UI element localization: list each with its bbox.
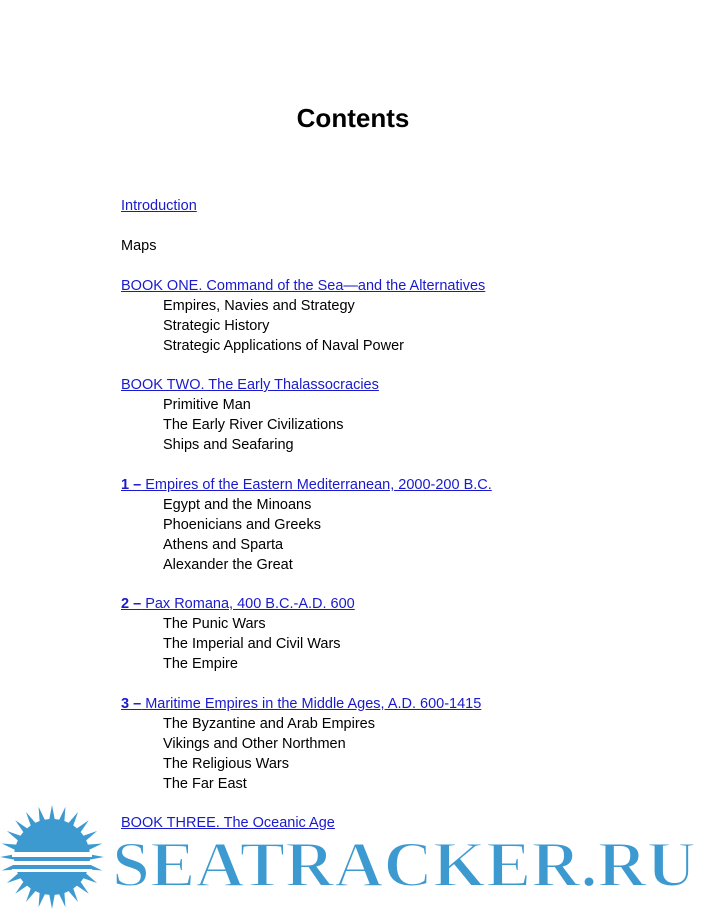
sun-ray [49, 805, 55, 821]
watermark-graphic [0, 800, 708, 912]
toc-subitem: Egypt and the Minoans [163, 497, 312, 513]
chapter-number: 2 – [121, 596, 142, 612]
toc-entry-book-one[interactable] [121, 276, 485, 296]
toc-subitem: The Imperial and Civil Wars [163, 636, 341, 652]
chapter-title: Pax Romana, 400 B.C.-A.D. 600 [141, 596, 355, 612]
toc-link-book-three[interactable]: BOOK THREE. The Oceanic Age [121, 815, 335, 831]
toc-subitem: Alexander the Great [163, 557, 293, 573]
sun-ray [49, 893, 55, 909]
chapter-number: 3 – [121, 696, 142, 712]
toc-subitem: The Byzantine and Arab Empires [163, 716, 375, 732]
chapter-title: Empires of the Eastern Mediterranean, 2000-200 B.C. [141, 477, 492, 493]
toc-subitem: Vikings and Other Northmen [163, 736, 346, 752]
toc-subitem: Athens and Sparta [163, 537, 284, 553]
toc-subitem: Ships and Seafaring [163, 437, 294, 453]
toc-link-chapter-3[interactable] [121, 696, 481, 712]
toc-subitem: The Empire [163, 656, 238, 672]
toc-subitem: Phoenicians and Greeks [163, 517, 321, 533]
toc-link-chapter-1[interactable] [121, 477, 492, 493]
toc-entry-chapter-2[interactable] [121, 594, 355, 614]
toc-entry-chapter-3[interactable] [121, 694, 481, 714]
toc-subitem: Strategic History [163, 318, 270, 334]
toc-subitem: Primitive Man [163, 397, 251, 413]
toc-subitem: The Religious Wars [163, 756, 289, 772]
chapter-number: 1 – [121, 477, 142, 493]
watermark [0, 800, 708, 912]
toc-label-maps: Maps [121, 238, 157, 254]
toc-subitem: Strategic Applications of Naval Power [163, 338, 404, 354]
toc-subitem: Empires, Navies and Strategy [163, 298, 355, 314]
toc-subitem: The Far East [163, 776, 247, 792]
toc-link-chapter-2[interactable] [121, 596, 355, 612]
sun-logo-icon [0, 805, 104, 909]
page-title: Contents [296, 103, 410, 133]
chapter-title: Maritime Empires in the Middle Ages, A.D. 600-1415 [141, 696, 482, 712]
toc-link-introduction[interactable]: Introduction [121, 198, 197, 214]
toc-entry-chapter-1[interactable] [121, 475, 492, 495]
toc-link-book-one[interactable]: BOOK ONE. Command of the Sea—and the Alternatives [121, 278, 486, 294]
toc-entry-book-two[interactable] [121, 375, 379, 395]
toc-subitem: The Early River Civilizations [163, 417, 344, 433]
watermark-text: SEATRACKER.RU [112, 829, 696, 901]
toc-entry-introduction[interactable] [121, 196, 197, 216]
toc-subitem: The Punic Wars [163, 616, 266, 632]
toc-link-book-two[interactable]: BOOK TWO. The Early Thalassocracies [121, 377, 379, 393]
toc-entry-maps [121, 236, 156, 256]
